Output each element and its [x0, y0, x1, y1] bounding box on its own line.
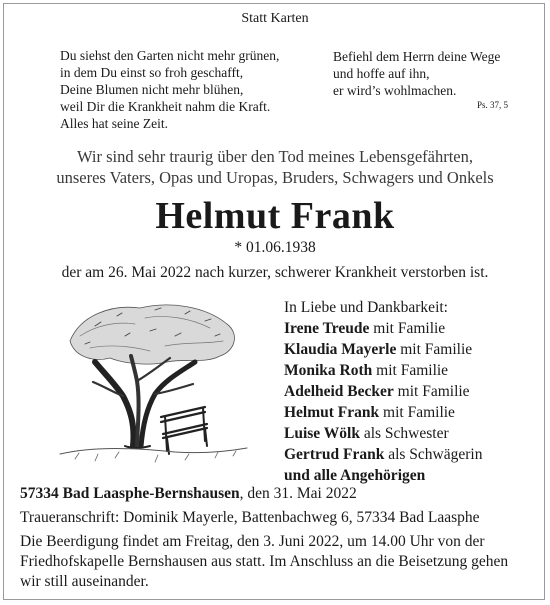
mourner-name: Monika Roth [284, 362, 373, 379]
psalm-block [333, 48, 508, 111]
psalm-line: und hoffe auf ihn, [333, 66, 430, 81]
mourner-relation: mit Familie [379, 404, 455, 421]
mourner-name: Adelheid Becker [284, 383, 394, 400]
poem-line: Deine Blumen nicht mehr blühen, [60, 82, 244, 97]
mourner-row [284, 402, 524, 423]
intro-line-2: unseres Vaters, Opas und Uropas, Bruders, Schwagers und Onkels [56, 168, 494, 187]
mourner-name: Luise Wölk [284, 425, 360, 442]
mourner-row [284, 360, 524, 381]
mourner-row [284, 444, 524, 465]
header-statt-karten: Statt Karten [241, 11, 309, 26]
mourner-relation: mit Familie [369, 320, 446, 337]
mourning-address: Traueranschrift: Dominik Mayerle, Battenbachweg 6, 57334 Bad Laasphe [20, 509, 480, 526]
psalm-reference: Ps. 37, 5 [476, 100, 508, 110]
footer-block [20, 484, 530, 596]
place-date-line [20, 484, 530, 504]
mourners-list [284, 297, 524, 486]
place: 57334 Bad Laasphe-Bernshausen [20, 485, 240, 502]
poem-line: weil Dir die Krankheit nahm die Kraft. [60, 99, 271, 114]
mourners-closing-text: und alle Angehörigen [284, 467, 426, 484]
tree-bench-illustration [55, 296, 250, 471]
intro-line-1: Wir sind sehr traurig über den Tod meines Lebensgefährten, [76, 147, 474, 166]
mourner-relation: mit Familie [372, 362, 449, 379]
poem-line: Alles hat seine Zeit. [60, 116, 168, 131]
birth-date: * 01.06.1938 [234, 239, 316, 256]
psalm-line: er wird’s wohlmachen. [333, 83, 457, 98]
mourner-relation: mit Familie [393, 383, 470, 400]
mourner-relation: mit Familie [396, 341, 473, 358]
death-text: der am 26. Mai 2022 nach kurzer, schwerer Krankheit verstorben ist. [61, 264, 489, 281]
mourners-closing [284, 465, 524, 486]
mourner-name: Helmut Frank [284, 404, 380, 421]
poem-block [60, 47, 310, 132]
mourner-row [284, 318, 524, 339]
mourners-intro: In Liebe und Dankbarkeit: [284, 299, 448, 316]
mourner-name: Klaudia Mayerle [284, 341, 397, 358]
mourner-relation: als Schwägerin [384, 446, 483, 463]
psalm-line: Befiehl dem Herrn deine Wege [333, 49, 501, 64]
funeral-info: Die Beerdigung findet am Freitag, den 3. Juni 2022, um 14.00 Uhr von der Friedhofskapelle Bernshausen aus statt. Im Anschluss an die Beisetzung gehen wir still auseinander. [20, 533, 509, 590]
date: , den 31. Mai 2022 [239, 485, 357, 502]
mourner-relation: als Schwester [359, 425, 449, 442]
mourner-row [284, 423, 524, 444]
intro-text [0, 146, 550, 188]
poem-line: Du siehst den Garten nicht mehr grünen, [60, 48, 280, 63]
poem-line: in dem Du einst so froh geschafft, [60, 65, 244, 80]
mourner-row [284, 381, 524, 402]
deceased-name: Helmut Frank [155, 195, 395, 237]
mourner-name: Gertrud Frank [284, 446, 385, 463]
mourner-row [284, 339, 524, 360]
mourner-name: Irene Treude [284, 320, 370, 337]
